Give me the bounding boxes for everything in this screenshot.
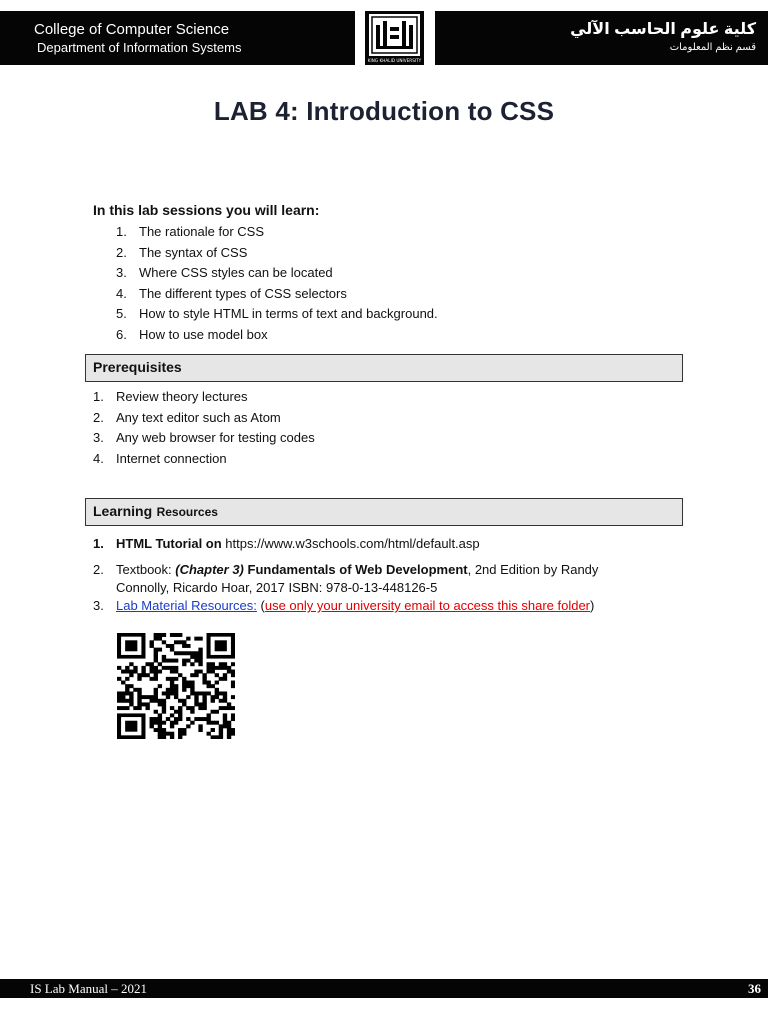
footer-manual-title: IS Lab Manual – 2021	[30, 981, 147, 996]
list-item: 4. The different types of CSS selectors	[116, 285, 347, 301]
resource-item-1: 1. HTML Tutorial on https://www.w3schools.com/html/default.asp	[93, 536, 480, 551]
learning-objectives-list	[116, 222, 438, 346]
university-logo	[365, 11, 424, 65]
list-item: 6. How to use model box	[116, 326, 268, 342]
page-title: LAB 4: Introduction to CSS	[213, 96, 555, 126]
list-item: 2. Any text editor such as Atom	[93, 409, 281, 425]
page-header	[0, 11, 768, 65]
book-title: Fundamentals of Web Development	[247, 562, 468, 577]
department-name-en: Department of Information Systems	[37, 40, 242, 55]
page-number: 36	[748, 981, 761, 996]
prerequisites-list	[93, 387, 315, 469]
header-arabic-block	[435, 11, 768, 65]
college-name-ar: كلية علوم الحاسب الآلي	[570, 21, 756, 38]
list-item: 5. How to style HTML in terms of text and background.	[116, 306, 438, 322]
list-item: 1. The rationale for CSS	[116, 224, 265, 239]
resources-heading-sub: Resources	[156, 505, 218, 519]
chapter-ref: (Chapter 3)	[175, 562, 244, 577]
resources-heading-main: Learning	[93, 503, 153, 519]
list-item: 3. Any web browser for testing codes	[93, 430, 315, 446]
qr-code	[117, 633, 235, 739]
list-item: 2. The syntax of CSS	[116, 244, 248, 260]
list-item: 1. Review theory lectures	[93, 389, 248, 404]
college-name-en: College of Computer Science	[34, 21, 230, 38]
list-item: 3. Where CSS styles can be located	[116, 265, 333, 281]
resource-label: HTML Tutorial on	[116, 536, 222, 551]
prerequisites-section-bar	[85, 354, 683, 382]
list-item: 4. Internet connection	[93, 450, 227, 466]
prerequisites-heading: Prerequisites	[93, 359, 182, 375]
page-footer	[0, 979, 768, 998]
email-access-note: use only your university email to access this share folder	[264, 598, 591, 613]
department-name-ar: قسم نظم المعلومات	[669, 42, 756, 53]
qr-code-graphic	[117, 633, 235, 739]
w3schools-url: https://www.w3schools.com/html/default.asp	[225, 536, 480, 551]
resource-item-2: 2. Textbook: (Chapter 3) Fundamentals of Web Development, 2nd Edition by Randy Connolly, Ricardo Hoar, 2017 ISBN: 978-0-13-448126-5	[93, 562, 599, 595]
header-english-block	[0, 11, 355, 65]
learning-objectives-heading: In this lab sessions you will learn:	[93, 202, 320, 218]
resource-item-3: 3. Lab Material Resources: (use only your university email to access this share folder)	[93, 598, 595, 613]
learning-resources-section-bar	[85, 498, 683, 526]
lab-material-link[interactable]: Lab Material Resources:	[116, 598, 257, 613]
svg-text:KING KHALID UNIVERSITY: KING KHALID UNIVERSITY	[367, 58, 422, 63]
